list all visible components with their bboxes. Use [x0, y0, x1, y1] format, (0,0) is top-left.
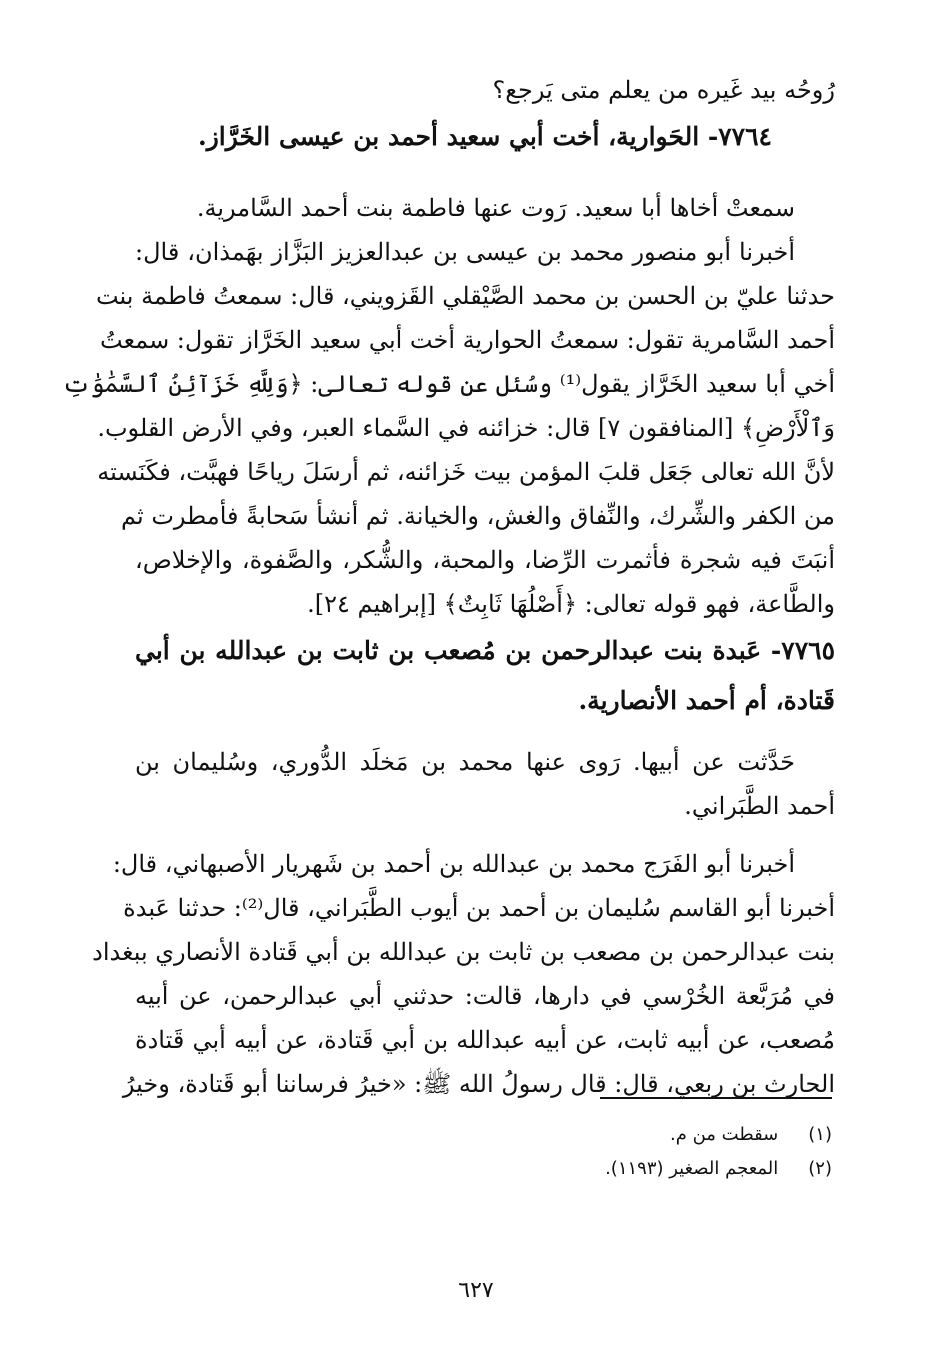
text-line: سمعتْ أخاها أبا سعيد. رَوت عنها فاطمة بنت أحمد السَّامرية. — [196, 194, 795, 222]
text-line: بنت عبدالرحمن بن مصعب بن ثابت بن عبدالله بن أبي قَتادة الأنصاري ببغداد — [92, 938, 835, 966]
page-body — [62, 68, 835, 1106]
text-line: أحمد الطَّبَراني. — [684, 792, 835, 820]
text-line: أحمد السَّامرية تقول: سمعتُ الحوارية أخت أبي سعيد الخَرَّاز تقول: سمعتُ — [100, 326, 835, 354]
text-line: في مُرَبَّعة الخُرْسي في دارها، قالت: حدثني أبي عبدالرحمن، عن أبيه — [135, 982, 835, 1010]
text-line: حدثنا عليّ بن الحسن بن محمد الصَّيْقلي القَزويني، قال: سمعتُ فاطمة بنت — [95, 282, 835, 310]
text-line: أخبرنا أبو الفَرَج محمد بن عبدالله بن أحمد بن شَهريار الأصبهاني، قال: — [112, 850, 795, 878]
footnote-text: المعجم الصغير (١١٩٣). — [605, 1158, 779, 1179]
text-line: حَدَّثت عن أبيها. رَوى عنها محمد بن مَخلَد الدُّوري، وسُليمان بن — [135, 748, 795, 776]
footnotes — [605, 1118, 832, 1186]
text-line: لأنَّ الله تعالى جَعَل قلبَ المؤمن بيت خَزائنه، ثم أرسَلَ رياحًا فهبَّت، فكَنَسته — [97, 458, 835, 486]
text-line: أخبرنا أبو القاسم سُليمان بن أحمد بن أيوب الطَّبَراني، قال⁽²⁾: حدثنا عَبدة — [123, 894, 835, 922]
footnote-1 — [605, 1118, 832, 1152]
spacer — [135, 828, 835, 842]
page-number: ٦٢٧ — [458, 1278, 494, 1303]
text-line: أخبرنا أبو منصور محمد بن عيسى بن عبدالعزيز البَزَّاز بهَمذان، قال: — [135, 238, 795, 266]
text-line: أنبَتَ فيه شجرة فأثمرت الرِّضا، والمحبة، والشُّكر، والصَّفوة، والإخلاص، — [135, 546, 835, 574]
text-line: رُوحُه بيد غَيره من يعلم متى يَرجع؟ — [492, 76, 835, 104]
spacer — [135, 162, 835, 186]
text-line: والطَّاعة، فهو قوله تعالى: ﴿أَصْلُهَا ثَابِتٌ﴾ [إبراهيم ٢٤]. — [307, 590, 835, 618]
text-line: أخي أبا سعيد الخَرَّاز يقول⁽¹⁾ وسُئل عن قوله تعالى: ﴿وَلِلَّهِ خَزَآئِنُ ٱلسَّمَٰوَٰتِ — [62, 370, 835, 398]
footnote-number: (٢) — [808, 1158, 832, 1179]
text-line: وَٱلْأَرْضِ﴾ [المنافقون ٧] قال: خزائنه في السَّماء العبر، وفي الأرض القلوب. — [97, 414, 835, 442]
entry-heading-7765-cont: قَتادة، أم أحمد الأنصارية. — [578, 686, 835, 715]
text-line: مُصعب، عن أبيه ثابت، عن أبيه عبدالله بن أبي قَتادة، عن أبيه أبي قَتادة — [135, 1026, 835, 1054]
entry-heading-7765: ٧٧٦٥- عَبدة بنت عبدالرحمن بن مُصعب بن ثابت بن عبدالله بن أبي — [135, 636, 835, 665]
entry-heading-7764: ٧٧٦٤- الحَوارية، أخت أبي سعيد أحمد بن عيسى الخَرَّاز. — [198, 122, 772, 151]
footnote-divider — [600, 1097, 832, 1099]
spacer — [135, 726, 835, 740]
text-line: الحارث بن ربعي، قال: قال رسولُ الله ﷺ: «خيرُ فرساننا أبو قَتادة، وخيرُ — [122, 1070, 835, 1098]
footnote-2 — [605, 1152, 832, 1186]
text-line: من الكفر والشِّرك، والنِّفاق والغش، والخيانة. ثم أنشأ سَحابةً فأمطرت ثم — [121, 502, 835, 530]
footnote-text: سقطت من م. — [669, 1124, 779, 1145]
footnote-number: (١) — [808, 1124, 832, 1145]
